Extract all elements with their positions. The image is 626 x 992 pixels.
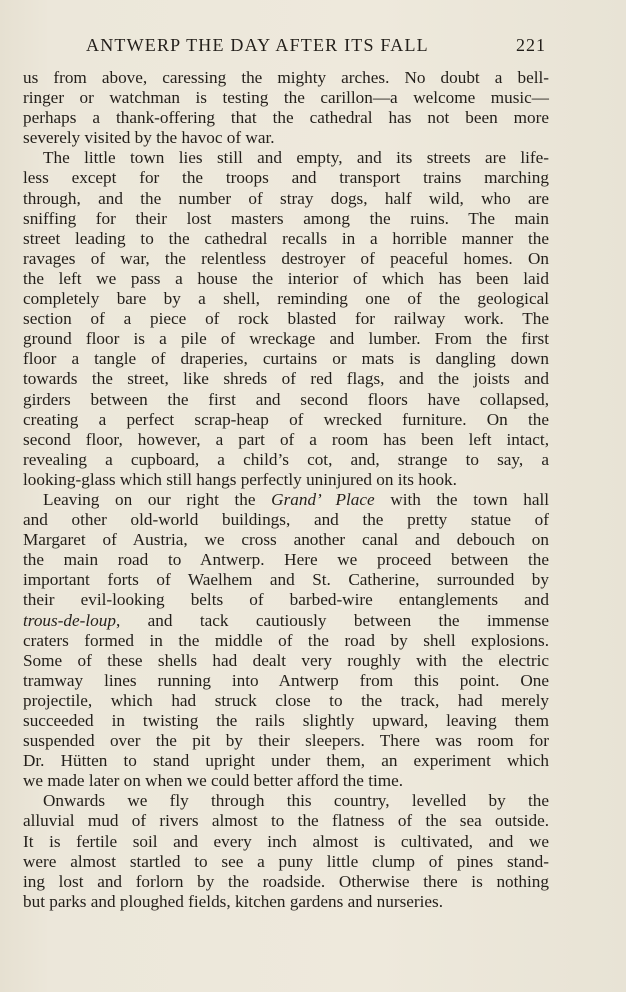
text-line [23, 390, 549, 410]
text-line [23, 189, 549, 209]
text-run: perhaps a thank-offering that the cathedral has not been more [23, 108, 549, 128]
text-line [23, 832, 549, 852]
text-line [23, 128, 549, 148]
text-run: tramway lines running into Antwerp from this point. One [23, 670, 549, 690]
text-run: Onwards we fly through this country, levelled by the [43, 791, 549, 811]
text-line [23, 651, 549, 671]
text-line [23, 269, 549, 289]
text-run: Margaret of Austria, we cross another canal and debouch on [23, 530, 549, 550]
text-run: completely bare by a shell, reminding one of the geological [23, 289, 549, 309]
text-line [23, 570, 549, 590]
text-run: ravages of war, the relentless destroyer of peaceful homes. On [23, 248, 549, 268]
text-run: looking-glass which still hangs perfectly uninjured on its hook. [23, 469, 457, 489]
text-line [23, 309, 549, 329]
text-line [23, 872, 549, 892]
text-line [23, 289, 549, 309]
text-run: ground floor is a pile of wreckage and lumber. From the first [23, 329, 549, 349]
text-run: girders between the first and second floors have collapsed, [23, 389, 549, 409]
text-line [23, 249, 549, 269]
text-run: towards the street, like shreds of red flags, and the joists and [23, 369, 549, 389]
text-run: their evil-looking belts of barbed-wire entanglements and [23, 590, 549, 610]
page-number: 221 [516, 35, 546, 55]
text-line [23, 329, 549, 349]
text-run: craters formed in the middle of the road by shell explosions. [23, 630, 549, 650]
text-line [23, 731, 549, 751]
text-line [23, 430, 549, 450]
italic-text: trous-de-loup [23, 610, 116, 630]
italic-text: Grand’ Place [271, 489, 375, 509]
text-run: section of a piece of rock blasted for railway work. The [23, 309, 549, 329]
text-run: floor a tangle of draperies, curtains or mats is dangling down [23, 349, 549, 369]
text-run: second floor, however, a part of a room has been left intact, [23, 429, 549, 449]
text-run: were almost startled to see a puny little clump of pines stand- [23, 851, 549, 871]
text-line [23, 852, 549, 872]
text-line [23, 811, 549, 831]
text-run: us from above, caressing the mighty arches. No doubt a bell- [23, 68, 549, 87]
paragraph [23, 148, 549, 490]
text-run: ringer or watchman is testing the carillon—a welcome music— [23, 88, 549, 108]
text-run: sniffing for their lost masters among the ruins. The main [23, 208, 549, 228]
text-line [23, 88, 549, 108]
text-line [23, 711, 549, 731]
text-run: through, and the number of stray dogs, half wild, who are [23, 188, 549, 208]
text-line [23, 631, 549, 651]
paragraph [23, 490, 549, 791]
body-text [23, 68, 549, 912]
text-run: we made later on when we could better afford the time. [23, 771, 404, 791]
text-run: Dr. Hütten to stand upright under them, an experiment which [23, 751, 549, 771]
text-line [23, 108, 549, 128]
text-run: the left we pass a house the interior of which has been laid [23, 268, 549, 288]
text-run: creating a perfect scrap-heap of wrecked furniture. On the [23, 409, 549, 429]
paragraph [23, 791, 549, 912]
text-line [23, 751, 549, 771]
running-head [86, 34, 546, 58]
text-run: It is fertile soil and every inch almost is cultivated, and we [23, 831, 549, 851]
text-run: , and tack cautiously between the immense [115, 610, 549, 630]
text-line [23, 450, 549, 470]
text-line [23, 209, 549, 229]
text-run: less except for the troops and transport trains marching [23, 168, 549, 188]
text-line [23, 168, 549, 188]
text-run: and other old-world buildings, and the pretty statue of [23, 510, 549, 530]
paragraph [23, 68, 549, 148]
text-line [23, 791, 549, 811]
text-run: the main road to Antwerp. Here we proceed between the [23, 550, 549, 570]
text-line [23, 691, 549, 711]
text-run: alluvial mud of rivers almost to the flatness of the sea outside. [23, 811, 549, 831]
text-line [23, 470, 549, 490]
text-run: Leaving on our right the [43, 489, 272, 509]
text-line [23, 410, 549, 430]
text-run: succeeded in twisting the rails slightly upward, leaving them [23, 711, 549, 730]
text-line [23, 229, 549, 249]
text-line [23, 369, 549, 389]
text-line [23, 771, 549, 791]
text-line [23, 349, 549, 369]
text-run: projectile, which had struck close to the track, had merely [23, 690, 549, 710]
text-line [23, 148, 549, 168]
text-line [23, 611, 549, 631]
text-run: street leading to the cathedral recalls in a horrible manner the [23, 228, 549, 248]
text-line [23, 68, 549, 88]
text-run: Some of these shells had dealt very roughly with the electric [23, 650, 549, 670]
text-line [23, 671, 549, 691]
text-line [23, 510, 549, 530]
text-line [23, 530, 549, 550]
text-line [23, 590, 549, 610]
text-line [23, 892, 549, 912]
text-run: severely visited by the havoc of war. [23, 128, 275, 148]
text-run: important forts of Waelhem and St. Catherine, surrounded by [23, 570, 549, 590]
text-line [23, 550, 549, 570]
text-run: revealing a cupboard, a child’s cot, and, strange to say, a [23, 449, 549, 469]
text-run: suspended over the pit by their sleepers. There was room for [23, 731, 549, 751]
text-run: with the town hall [374, 489, 549, 509]
text-line [23, 490, 549, 510]
running-title: ANTWERP THE DAY AFTER ITS FALL [86, 35, 429, 55]
text-run: The little town lies still and empty, and its streets are life- [43, 148, 549, 168]
text-run: ing lost and forlorn by the roadside. Otherwise there is nothing [23, 871, 549, 891]
text-run: but parks and ploughed fields, kitchen gardens and nurseries. [23, 891, 444, 911]
